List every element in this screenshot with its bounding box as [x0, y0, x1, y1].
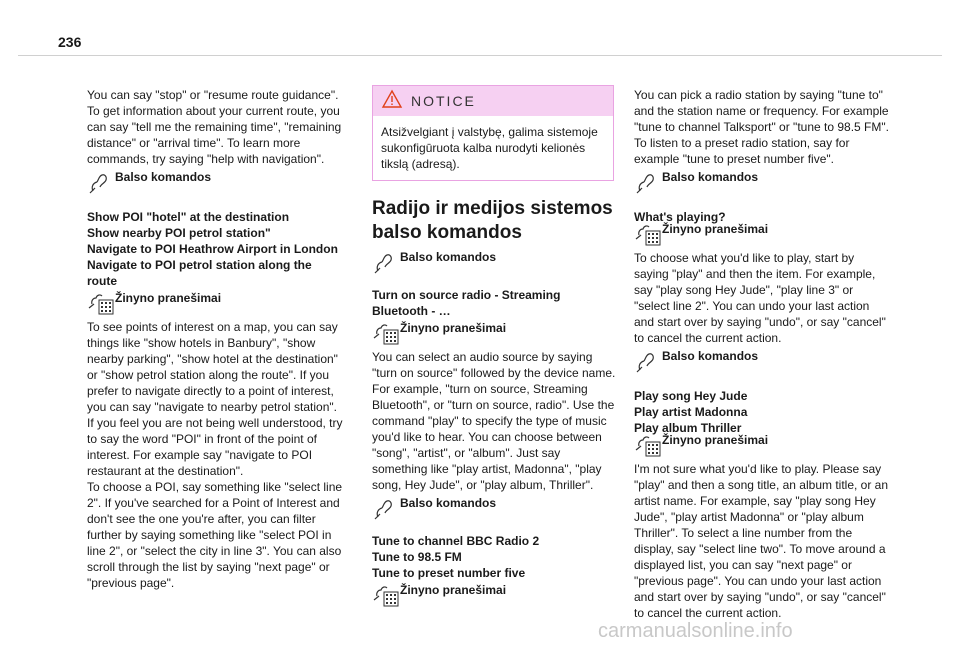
radio-intro-text: You can pick a radio station by saying "tune to" and the station name or frequency. For example "tune to channel Talksport" or "tune to 98.5 FM". To listen to a preset radio station, say for example "tune to preset number five".: [634, 88, 889, 166]
help-messages-label: Žinyno pranešimai: [115, 291, 222, 305]
page-number: 236: [58, 34, 82, 50]
help-messages-row: [372, 320, 618, 346]
voice-commands-row: [634, 348, 892, 374]
voice-commands-label: Balso komandos: [400, 496, 497, 510]
command-line: Navigate to POI petrol station along the route: [87, 258, 312, 288]
help-message-icon: [87, 290, 115, 316]
header-rule: [18, 55, 942, 56]
help-messages-row: [372, 582, 618, 608]
voice-commands-row: [372, 249, 618, 275]
section-heading: Radijo ir medijos sistemos balso komandos: [372, 198, 613, 243]
poi-help-text: To see points of interest on a map, you can say things like "show hotels in Banbury", "show nearby parking", "show hotel at the destination" or "show petrol station along the route". If you prefer to navigate directly to a point of interest, you can say "navigate to nearby petrol station". If you feel you are not being well understood, try to say the word "POI" in front of the point of interest. For example say "navigate to POI restaurant at the destination".: [87, 320, 343, 478]
help-messages-label: Žinyno pranešimai: [400, 321, 507, 335]
command-line: Play album Thriller: [634, 421, 742, 435]
audio-source-help-text: You can select an audio source by saying "turn on source" followed by the device name. For example, "turn on source, Streaming Bluetooth", or "turn on source, radio". Use the command "play" to specify the type of music you'd like to hear. You can choose between "song", "artist", or "album". Just say something like "play artist, Madonna", "play song, Hey Jude", or "play album, Thriller".: [372, 350, 616, 492]
notice-header: [373, 86, 613, 116]
help-message-icon: [372, 582, 400, 608]
command-line: Tune to 98.5 FM: [372, 550, 462, 564]
help-message-icon: [634, 221, 662, 247]
command-line: Show POI "hotel" at the destination: [87, 210, 290, 224]
poi-select-text: To choose a POI, say something like "select line 2". If you've searched for a Point of Interest and don't see the one you're after, you can filter further by saying something like "select POI in line 2", or "select the city in line 3". You can also scroll through the list by saying "next page" or "previous page".: [87, 480, 343, 590]
voice-command-icon: [372, 249, 400, 275]
command-line: Tune to preset number five: [372, 566, 526, 580]
notice-title: NOTICE: [411, 93, 476, 109]
voice-command-icon: [634, 348, 662, 374]
play-fallback-help-text: I'm not sure what you'd like to play. Please say "play" and then a song title, an album title, or an artist name. For example, say "play song Hey Jude", "play artist Madonna" or "play album Thriller". To select a line number from the display, say "select line two". To move around a displayed list, you can say "next page" or "previous page". You can undo your last action and start over by saying "undo", or say "cancel" to cancel the current action.: [634, 462, 889, 620]
voice-command-icon: [87, 169, 115, 195]
voice-commands-row: [634, 169, 892, 195]
command-line: Play song Hey Jude: [634, 389, 748, 403]
command-line: Tune to channel BBC Radio 2: [372, 534, 540, 548]
watermark: carmanualsonline.info: [598, 620, 793, 642]
voice-command-icon: [372, 495, 400, 521]
command-line: Navigate to POI Heathrow Airport in London: [87, 242, 338, 256]
column-2: [372, 85, 618, 611]
command-line: Show nearby POI petrol station": [87, 226, 271, 240]
command-line: Play artist Madonna: [634, 405, 748, 419]
help-messages-row: [87, 290, 345, 316]
help-messages-label: Žinyno pranešimai: [662, 433, 769, 447]
command-line: Turn on source radio - Streaming Bluetooth - …: [372, 288, 561, 318]
help-messages-label: Žinyno pranešimai: [662, 222, 769, 236]
help-messages-row: [634, 432, 892, 458]
column-1: [87, 87, 345, 591]
warning-triangle-icon: [381, 89, 403, 113]
voice-commands-label: Balso komandos: [662, 349, 759, 363]
command-line: What's playing?: [634, 210, 726, 224]
notice-box: [372, 85, 614, 181]
voice-commands-row: [372, 495, 618, 521]
help-messages-label: Žinyno pranešimai: [400, 583, 507, 597]
notice-text: Atsižvelgiant į valstybę, galima sistemoje sukonfigūruota kalba nurodyti kelionės tikslą (adresą).: [381, 125, 598, 171]
voice-command-icon: [634, 169, 662, 195]
voice-commands-label: Balso komandos: [115, 170, 212, 184]
column-3: [634, 87, 892, 621]
help-message-icon: [634, 432, 662, 458]
voice-commands-label: Balso komandos: [400, 250, 497, 264]
help-message-icon: [372, 320, 400, 346]
voice-commands-row: [87, 169, 345, 195]
voice-commands-label: Balso komandos: [662, 170, 759, 184]
nav-intro-text: You can say "stop" or "resume route guidance". To get information about your current route, you can say "tell me the remaining time", "remaining distance" or "arrival time". To learn more commands, try saying "help with navigation".: [87, 88, 342, 166]
play-help-text: To choose what you'd like to play, start by saying "play" and then the item. For example, say "play song Hey Jude", "play line 3" or "select line 2". You can undo your last action and start over by saying "undo", or say "cancel" to cancel the current action.: [634, 251, 886, 345]
help-messages-row: [634, 221, 892, 247]
